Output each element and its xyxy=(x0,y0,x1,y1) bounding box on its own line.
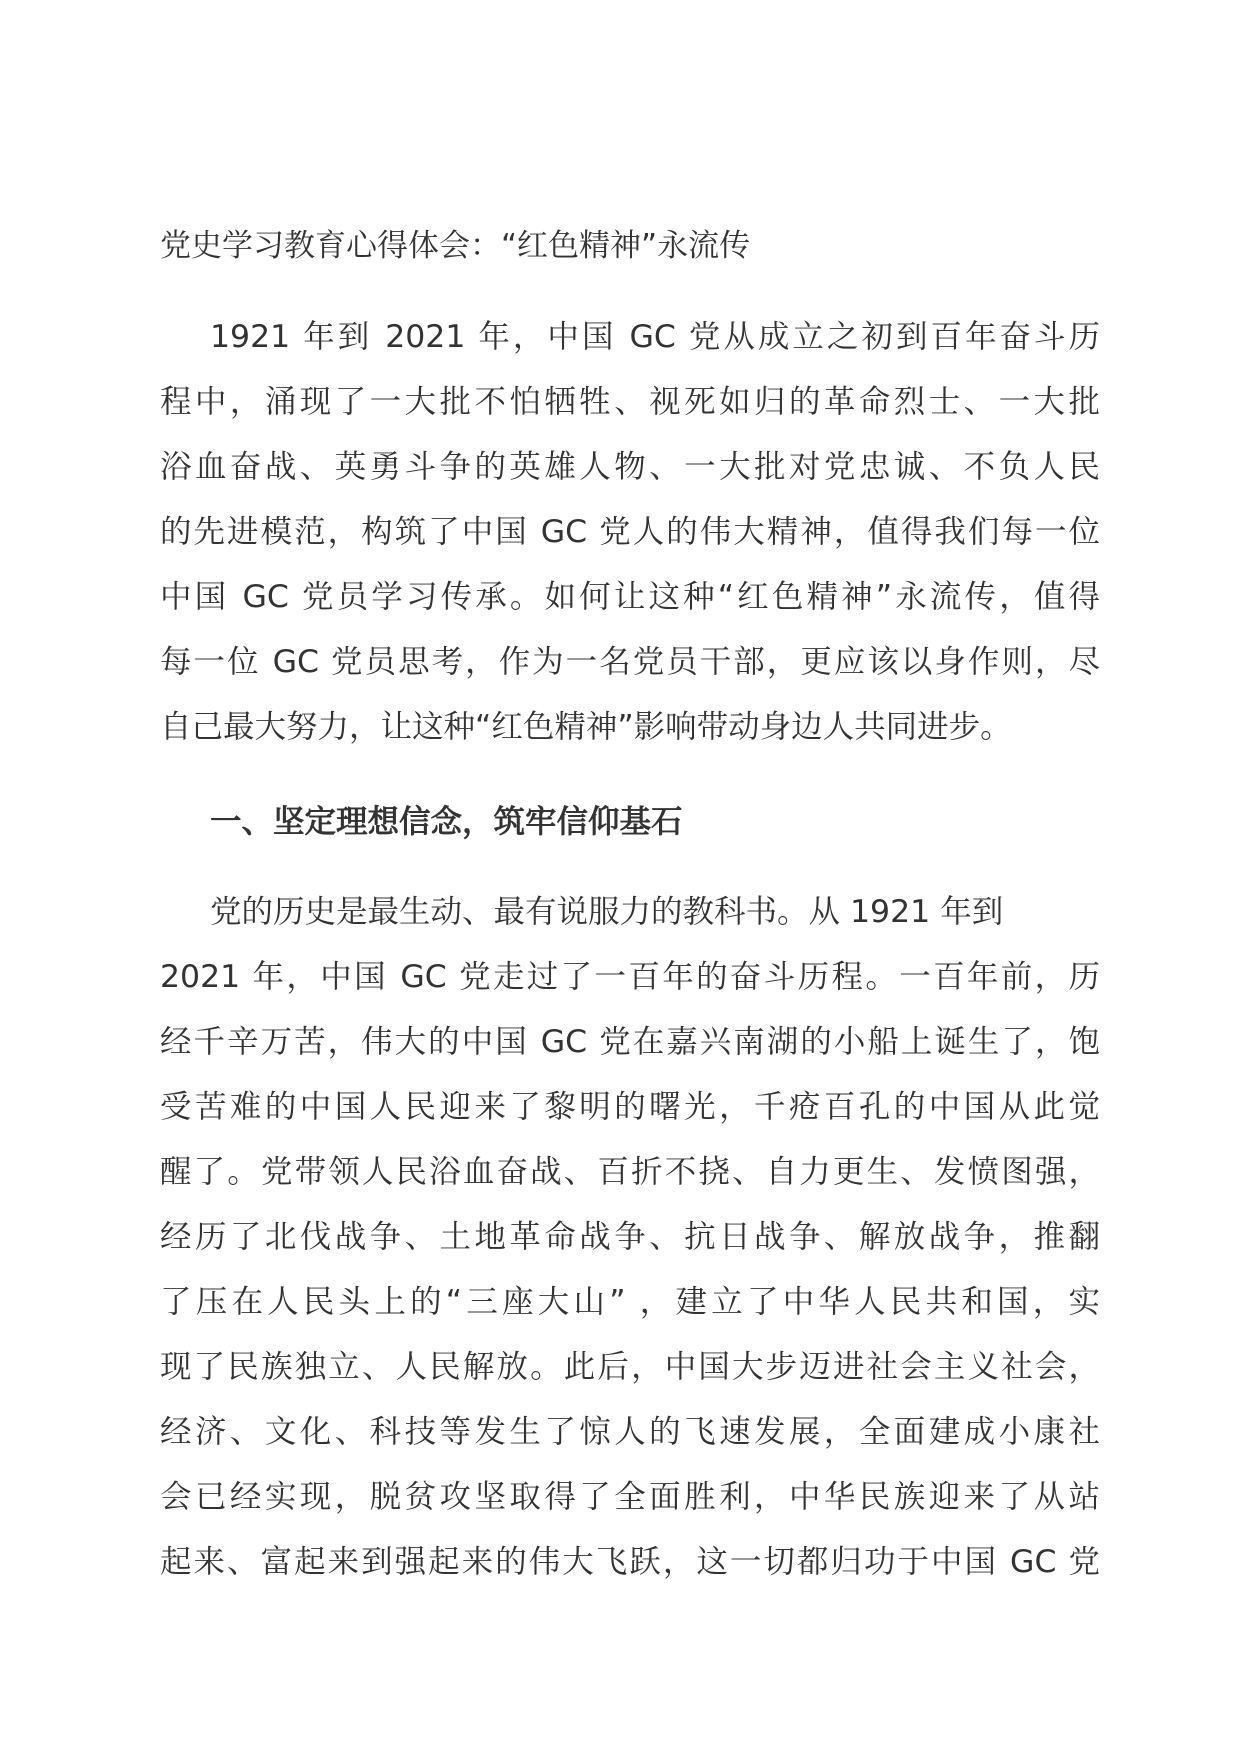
paragraph-line: 程中，涌现了一大批不怕牺牲、视死如归的革命烈士、一大批 xyxy=(160,384,1100,420)
intro-paragraph xyxy=(160,305,1100,760)
paragraph-line: 会已经实现，脱贫攻坚取得了全面胜利，中华民族迎来了从站 xyxy=(160,1479,1100,1515)
paragraph-line: 自己最大努力，让这种“红色精神”影响带动身边人共同进步。 xyxy=(160,709,1012,745)
paragraph-line: 醒了。党带领人民浴血奋战、百折不挠、自力更生、发愤图强， xyxy=(160,1154,1100,1190)
section-paragraph xyxy=(160,880,1100,1595)
paragraph-line: 中国 GC 党员学习传承。如何让这种“红色精神”永流传，值得 xyxy=(160,579,1100,615)
paragraph-line: 党的历史是最生动、最有说服力的教科书。从 1921 年到 xyxy=(210,894,1004,930)
document-title: 党史学习教育心得体会：“红色精神”永流传 xyxy=(160,228,751,264)
paragraph-line: 的先进模范，构筑了中国 GC 党人的伟大精神，值得我们每一位 xyxy=(160,514,1100,550)
paragraph-line: 浴血奋战、英勇斗争的英雄人物、一大批对党忠诚、不负人民 xyxy=(160,449,1100,485)
paragraph-line: 经历了北伐战争、土地革命战争、抗日战争、解放战争，推翻 xyxy=(160,1219,1100,1255)
paragraph-line: 起来、富起来到强起来的伟大飞跃，这一切都归功于中国 GC 党 xyxy=(160,1544,1100,1580)
paragraph-line: 了压在人民头上的“三座大山” ，建立了中华人民共和国，实 xyxy=(160,1284,1100,1320)
section-heading: 一、坚定理想信念，筑牢信仰基石 xyxy=(210,804,683,840)
document-page xyxy=(160,0,1100,1754)
paragraph-line: 受苦难的中国人民迎来了黎明的曙光，千疮百孔的中国从此觉 xyxy=(160,1089,1100,1125)
paragraph-line: 每一位 GC 党员思考，作为一名党员干部，更应该以身作则，尽 xyxy=(160,644,1100,680)
paragraph-line: 现了民族独立、人民解放。此后，中国大步迈进社会主义社会， xyxy=(160,1349,1100,1385)
paragraph-line: 1921 年到 2021 年，中国 GC 党从成立之初到百年奋斗历 xyxy=(210,319,1100,355)
paragraph-line: 经济、文化、科技等发生了惊人的飞速发展，全面建成小康社 xyxy=(160,1414,1100,1450)
paragraph-line: 2021 年，中国 GC 党走过了一百年的奋斗历程。一百年前，历 xyxy=(160,959,1100,995)
paragraph-line: 经千辛万苦，伟大的中国 GC 党在嘉兴南湖的小船上诞生了，饱 xyxy=(160,1024,1100,1060)
